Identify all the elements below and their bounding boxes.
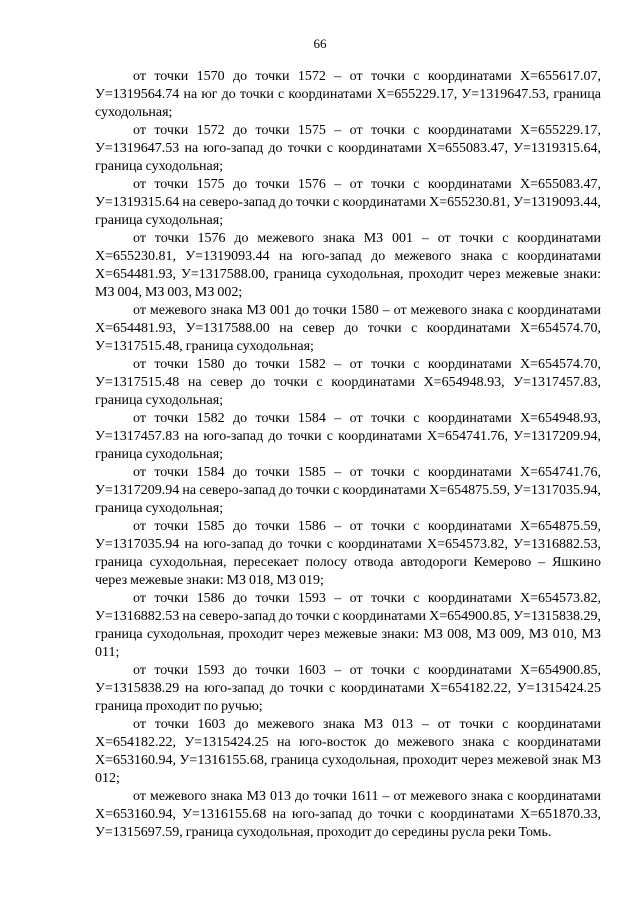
paragraph: от точки 1584 до точки 1585 – от точки с координатами Х=654741.76, У=1317209.94 на северо-запад до точки с координатами Х=654875.59, У=1317035.94, граница суходольная; <box>95 465 601 516</box>
paragraph: от точки 1572 до точки 1575 – от точки с координатами Х=655229.17, У=1319647.53 на юго-запад до точки с координатами Х=655083.47, У=1319315.64, граница суходольная; <box>95 123 601 174</box>
paragraph: от точки 1582 до точки 1584 – от точки с координатами Х=654948.93, У=1317457.83 на юго-запад до точки с координатами Х=654741.76, У=1317209.94, граница суходольная; <box>95 411 601 462</box>
paragraph: от точки 1575 до точки 1576 – от точки с координатами Х=655083.47, У=1319315.64 на северо-запад до точки с координатами Х=655230.81, У=1319093.44, граница суходольная; <box>95 177 601 228</box>
page-number: 66 <box>313 36 327 51</box>
paragraph: от межевого знака МЗ 001 до точки 1580 – от межевого знака с координатами Х=654481.93, У=1317588.00 на север до точки с координатами Х=654574.70, У=1317515.48, граница суходольная; <box>95 303 601 354</box>
paragraph: от точки 1580 до точки 1582 – от точки с координатами Х=654574.70, У=1317515.48 на север до точки с координатами Х=654948.93, У=1317457.83, граница суходольная; <box>95 357 601 408</box>
paragraph: от точки 1570 до точки 1572 – от точки с координатами Х=655617.07, У=1319564.74 на юг до точки с координатами Х=655229.17, У=1319647.53, граница суходольная; <box>95 69 601 120</box>
paragraph: от точки 1585 до точки 1586 – от точки с координатами Х=654875.59, У=1317035.94 на юго-запад до точки с координатами Х=654573.82, У=1316882.53, граница суходольная, пересекает полосу отвода автодороги Кемерово – Яшкино через межевые знаки: МЗ 018, МЗ 019; <box>95 519 601 588</box>
paragraph: от точки 1586 до точки 1593 – от точки с координатами Х=654573.82, У=1316882.53 на северо-запад до точки с координатами Х=654900.85, У=1315838.29, граница суходольная, проходит через межевые знаки: МЗ 008, МЗ 009, МЗ 010, МЗ 011; <box>95 591 601 660</box>
paragraph: от точки 1576 до межевого знака МЗ 001 – от точки с координатами Х=655230.81, У=1319093.44 на юго-запад до межевого знака с координатами Х=654481.93, У=1317588.00, граница суходольная, проходит через межевые знаки: МЗ 004, МЗ 003, МЗ 002; <box>95 231 601 300</box>
paragraph: от точки 1593 до точки 1603 – от точки с координатами Х=654900.85, У=1315838.29 на юго-запад до точки с координатами Х=654182.22, У=1315424.25 граница проходит по ручью; <box>95 663 601 714</box>
paragraph: от межевого знака МЗ 013 до точки 1611 – от межевого знака с координатами Х=653160.94, У=1316155.68 на юго-запад до точки с координатами Х=651870.33, У=1315697.59, граница суходольная, проходит до середины русла реки Томь. <box>95 789 601 840</box>
document-body <box>95 68 601 842</box>
paragraph: от точки 1603 до межевого знака МЗ 013 – от точки с координатами Х=654182.22, У=1315424.25 на юго-восток до межевого знака с координатами Х=653160.94, У=1316155.68, граница суходольная, проходит через межевой знак МЗ 012; <box>95 717 601 786</box>
